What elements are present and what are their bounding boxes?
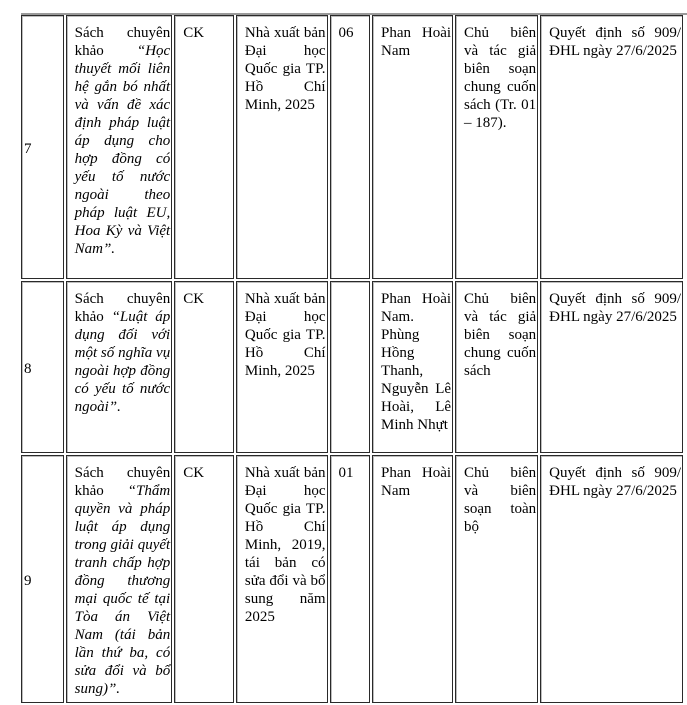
cell-type: CK	[174, 15, 234, 279]
book-title: “Thẩm quyền và pháp luật áp dụng trong giải quyết tranh chấp hợp đồng thương mại quốc tế tại Tòa án Việt Nam (tái bản lần thứ ba, có sửa đổi và bổ sung)”.	[74, 483, 171, 697]
cell-pages	[330, 281, 371, 453]
cell-decision: Quyết định số 909/ĐHL ngày 27/6/2025	[540, 281, 683, 453]
cell-role: Chủ biên và biên soạn toàn bộ	[455, 455, 538, 703]
cell-type: CK	[174, 281, 234, 453]
book-type-prefix: Sách chuyên khảo	[74, 25, 171, 59]
cell-pages: 06	[330, 15, 371, 279]
book-type-prefix: Sách chuyên khảo	[74, 465, 171, 499]
cell-authors: Phan Hoài Nam. Phùng Hồng Thanh, Nguyễn Lê Hoài, Lê Minh Nhựt	[372, 281, 453, 453]
publication-table-page	[21, 13, 687, 700]
book-title: “Luật áp dụng đối với một số nghĩa vụ ngoài hợp đồng có yếu tố nước ngoài”.	[74, 309, 171, 415]
cell-stt: 9	[21, 455, 64, 703]
book-type-prefix: Sách chuyên khảo	[74, 291, 171, 325]
cell-book-name	[66, 15, 173, 279]
cell-stt: 7	[21, 15, 64, 279]
cell-publisher: Nhà xuất bản Đại học Quốc gia TP. Hồ Chí Minh, 2019, tái bản có sửa đổi và bổ sung năm 2025	[236, 455, 328, 703]
cell-book-name	[66, 455, 173, 703]
cell-authors: Phan Hoài Nam	[372, 455, 453, 703]
table-row	[21, 15, 683, 279]
cell-publisher: Nhà xuất bản Đại học Quốc gia TP. Hồ Chí Minh, 2025	[236, 15, 328, 279]
cell-publisher: Nhà xuất bản Đại học Quốc gia TP. Hồ Chí Minh, 2025	[236, 281, 328, 453]
cell-pages: 01	[330, 455, 371, 703]
cell-stt: 8	[21, 281, 64, 453]
cell-decision: Quyết định số 909/ĐHL ngày 27/6/2025	[540, 15, 683, 279]
table-row	[21, 455, 683, 703]
book-title: “Học thuyết mối liên hệ gắn bó nhất và vấn đề xác định pháp luật áp dụng cho hợp đồng có yếu tố nước ngoài theo pháp luật EU, Hoa Kỳ và Việt Nam”.	[74, 43, 171, 257]
cell-type: CK	[174, 455, 234, 703]
publication-table	[19, 13, 685, 705]
cell-authors: Phan Hoài Nam	[372, 15, 453, 279]
cell-book-name	[66, 281, 173, 453]
cell-role: Chủ biên và tác giả biên soạn chung cuốn sách	[455, 281, 538, 453]
cell-role: Chủ biên và tác giả biên soạn chung cuốn sách (Tr. 01 – 187).	[455, 15, 538, 279]
cell-decision: Quyết định số 909/ĐHL ngày 27/6/2025	[540, 455, 683, 703]
table-row	[21, 281, 683, 453]
